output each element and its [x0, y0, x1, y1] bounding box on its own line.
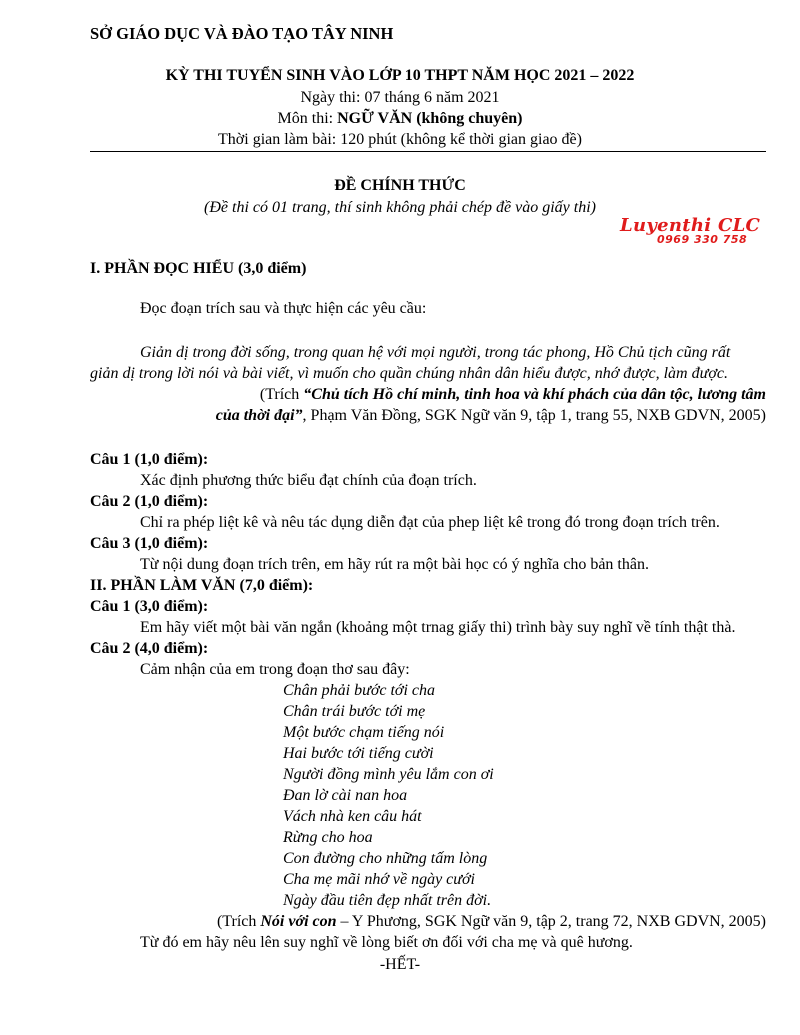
citation-open: (Trích — [259, 386, 304, 403]
exam-subject — [0, 109, 800, 129]
question-text: Cảm nhận của em trong đoạn thơ sau đây: — [140, 661, 410, 678]
passage-line-1: Giản dị trong đời sống, trong quan hệ với mọi người, trong tác phong, Hồ Chủ tịch cũng rất — [140, 344, 731, 361]
subject-prefix: Môn thi: — [277, 110, 338, 127]
poem-line: Ngày đầu tiên đẹp nhất trên đời. — [283, 892, 492, 909]
question-label: Câu 3 (1,0 điểm): — [90, 535, 209, 552]
passage-line-2: giản dị trong lời nói và bài viết, vì muốn cho quần chúng nhân dân hiểu được, nhớ được, làm được. — [90, 365, 728, 382]
department-name: SỞ GIÁO DỤC VÀ ĐÀO TẠO TÂY NINH — [90, 24, 394, 43]
poem-line: Một bước chạm tiếng nói — [283, 724, 445, 741]
official-exam-note: (Đề thi có 01 trang, thí sinh không phải chép đề vào giấy thi) — [204, 199, 596, 216]
poem-line: Người đồng mình yêu lắm con ơi — [283, 766, 494, 783]
part1-heading: I. PHẦN ĐỌC HIỂU (3,0 điểm) — [90, 260, 307, 277]
poem-citation — [217, 912, 766, 932]
part2-heading: II. PHẦN LÀM VĂN (7,0 điểm): — [90, 577, 314, 594]
poem-line: Rừng cho hoa — [283, 829, 373, 846]
exam-duration: Thời gian làm bài: 120 phút (không kể thời gian giao đề) — [218, 131, 582, 148]
header-divider — [90, 151, 766, 152]
poem-line: Cha mẹ mãi nhớ về ngày cưới — [283, 871, 475, 888]
poem-citation-rest: – Y Phương, SGK Ngữ văn 9, tập 2, trang 72, NXB GDVN, 2005) — [336, 913, 766, 930]
poem-line: Hai bước tới tiếng cười — [283, 745, 434, 762]
poem-line: Đan lờ cài nan hoa — [283, 787, 408, 804]
passage-citation-line-1 — [260, 385, 766, 405]
part1-instruction: Đọc đoạn trích sau và thực hiện các yêu cầu: — [140, 300, 427, 317]
end-mark: -HẾT- — [379, 956, 421, 973]
poem-line: Con đường cho những tấm lòng — [283, 850, 488, 867]
question-label: Câu 1 (3,0 điểm): — [90, 598, 209, 615]
watermark-phone: 0969 330 758 — [657, 233, 748, 246]
watermark-name: Luyenthi CLC — [620, 215, 761, 236]
question-label: Câu 2 (4,0 điểm): — [90, 640, 209, 657]
poem-citation-open: (Trích — [216, 913, 261, 930]
subject-name: NGỮ VĂN (không chuyên) — [337, 110, 523, 127]
question-text: Xác định phương thức biểu đạt chính của đoạn trích. — [140, 472, 477, 489]
official-exam-title: ĐỀ CHÍNH THỨC — [334, 177, 466, 194]
exam-date: Ngày thi: 07 tháng 6 năm 2021 — [300, 89, 500, 106]
citation-rest: , Phạm Văn Đồng, SGK Ngữ văn 9, tập 1, trang 55, NXB GDVN, 2005) — [302, 407, 766, 424]
passage-citation-line-2 — [216, 406, 766, 426]
question-label: Câu 2 (1,0 điểm): — [90, 493, 209, 510]
question-text: Chỉ ra phép liệt kê và nêu tác dụng diễn đạt của phep liệt kê trong đó trong đoạn trích trên. — [140, 514, 720, 531]
question-text: Từ nội dung đoạn trích trên, em hãy rút ra một bài học có ý nghĩa cho bản thân. — [140, 556, 649, 573]
poem-line: Vách nhà ken câu hát — [283, 808, 422, 825]
poem-line: Chân phải bước tới cha — [283, 682, 436, 699]
question-label: Câu 1 (1,0 điểm): — [90, 451, 209, 468]
poem-citation-title: Nói với con — [260, 913, 337, 930]
citation-title-part1: “Chủ tích Hồ chí minh, tinh hoa và khí phách của dân tộc, lương tâm — [303, 386, 766, 403]
question-text: Em hãy viết một bài văn ngắn (khoảng một trnag giấy thi) trình bày suy nghĩ về tính thật thà. — [140, 619, 736, 636]
exam-title: KỲ THI TUYỂN SINH VÀO LỚP 10 THPT NĂM HỌC 2021 – 2022 — [165, 67, 635, 84]
citation-title-part2: của thời đại” — [215, 407, 303, 424]
poem-line: Chân trái bước tới mẹ — [283, 703, 426, 720]
closing-prompt: Từ đó em hãy nêu lên suy nghĩ về lòng biết ơn đối với cha mẹ và quê hương. — [140, 934, 633, 951]
